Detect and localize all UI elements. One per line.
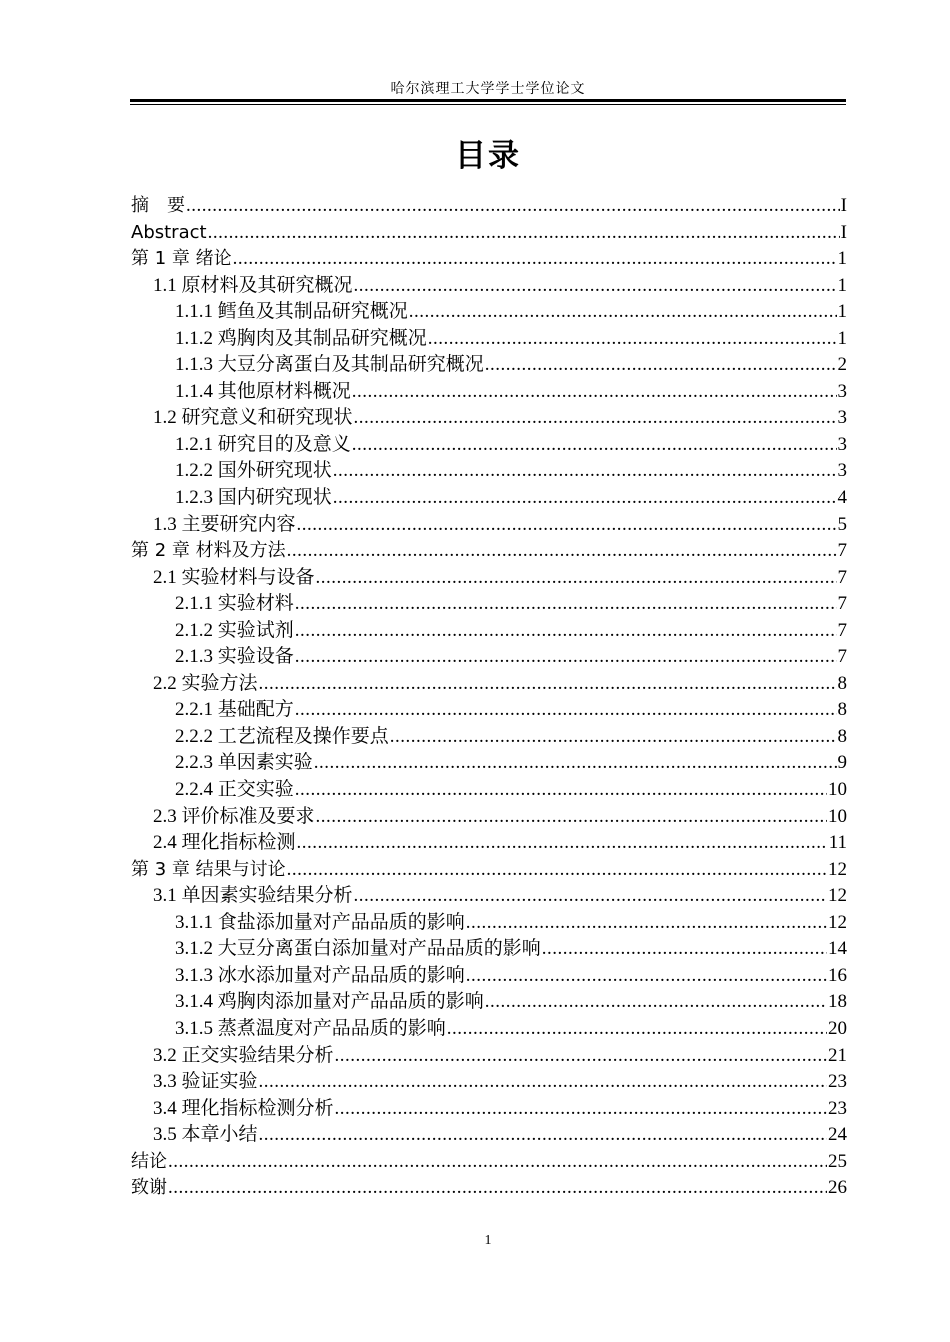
toc-entry-label: 1.1.4 其他原材料概况 bbox=[175, 380, 351, 402]
toc-entry[interactable] bbox=[131, 591, 847, 618]
toc-entry-label: 2.4 理化指标检测 bbox=[153, 832, 296, 854]
toc-leader-dots bbox=[390, 724, 837, 751]
toc-entry-page: 23 bbox=[828, 1071, 847, 1093]
toc-entry[interactable] bbox=[131, 458, 847, 485]
toc-entry-label: 3.4 理化指标检测分析 bbox=[153, 1097, 334, 1119]
toc-entry-page: 24 bbox=[828, 1124, 847, 1146]
toc-entry[interactable] bbox=[131, 485, 847, 512]
toc-entry[interactable] bbox=[131, 883, 847, 910]
toc-entry-label: 1.2 研究意义和研究现状 bbox=[153, 407, 353, 429]
toc-leader-dots bbox=[259, 1122, 827, 1149]
toc-entry[interactable] bbox=[131, 963, 847, 990]
toc-leader-dots bbox=[316, 565, 837, 592]
toc-entry-page: 2 bbox=[837, 354, 847, 376]
toc-entry-page: 8 bbox=[837, 725, 847, 747]
toc-entry-page: 3 bbox=[837, 380, 847, 402]
toc-entry[interactable] bbox=[131, 1043, 847, 1070]
page-title: 目录 bbox=[455, 138, 521, 174]
toc-entry-page: 25 bbox=[828, 1150, 847, 1172]
header-rule-thick bbox=[130, 99, 846, 102]
toc-leader-dots bbox=[354, 273, 837, 300]
toc-entry-page: 23 bbox=[828, 1097, 847, 1119]
toc-entry[interactable] bbox=[131, 804, 847, 831]
toc-leader-dots bbox=[354, 405, 837, 432]
toc-entry-page: 12 bbox=[828, 911, 847, 933]
toc-entry-page: 3 bbox=[837, 433, 847, 455]
toc-entry-page: I bbox=[840, 195, 847, 216]
toc-entry-page: 26 bbox=[828, 1177, 847, 1199]
toc-entry-label: 第 1 章 绪论 bbox=[131, 248, 232, 270]
toc-entry[interactable] bbox=[131, 220, 847, 247]
toc-entry-page: 4 bbox=[837, 487, 847, 509]
toc-entry-page: 8 bbox=[837, 699, 847, 721]
toc-leader-dots bbox=[428, 326, 837, 353]
toc-entry[interactable] bbox=[131, 936, 847, 963]
toc-leader-dots bbox=[333, 485, 837, 512]
toc-leader-dots bbox=[168, 1149, 827, 1176]
toc-leader-dots bbox=[259, 1069, 827, 1096]
toc-leader-dots bbox=[295, 777, 827, 804]
toc-entry-label: 3.1.4 鸡胸肉添加量对产品品质的影响 bbox=[175, 991, 484, 1013]
toc-entry-page: 7 bbox=[837, 646, 847, 668]
toc-entry-label: 3.1.5 蒸煮温度对产品品质的影响 bbox=[175, 1017, 446, 1039]
page-number: 1 bbox=[484, 1233, 492, 1248]
toc-entry-label: 2.2.2 工艺流程及操作要点 bbox=[175, 725, 389, 747]
toc-leader-dots bbox=[287, 538, 837, 565]
toc-leader-dots bbox=[485, 989, 827, 1016]
toc-entry-label: Abstract bbox=[131, 221, 207, 243]
toc-entry-label: 3.5 本章小结 bbox=[153, 1124, 258, 1146]
toc-entry[interactable] bbox=[131, 1016, 847, 1043]
toc-entry-label: 3.1.3 冰水添加量对产品品质的影响 bbox=[175, 964, 465, 986]
toc-entry-label: 结论 bbox=[131, 1150, 167, 1172]
toc-entry-label: 1.1.3 大豆分离蛋白及其制品研究概况 bbox=[175, 354, 484, 376]
toc-entry[interactable] bbox=[131, 857, 847, 884]
toc-entry-label: 致谢 bbox=[131, 1177, 167, 1199]
toc-entry[interactable] bbox=[131, 618, 847, 645]
toc-leader-dots bbox=[485, 352, 837, 379]
toc-entry[interactable] bbox=[131, 1149, 847, 1176]
toc-leader-dots bbox=[354, 883, 827, 910]
toc-entry[interactable] bbox=[131, 246, 847, 273]
toc-leader-dots bbox=[466, 910, 827, 937]
toc-leader-dots bbox=[259, 671, 837, 698]
toc-leader-dots bbox=[295, 644, 837, 671]
toc-entry-page: 1 bbox=[837, 248, 847, 270]
toc-entry-page: 7 bbox=[837, 566, 847, 588]
toc-leader-dots bbox=[335, 1043, 827, 1070]
toc-entry-page: 7 bbox=[837, 540, 847, 562]
toc-leader-dots bbox=[409, 299, 837, 326]
toc-entry-label: 2.1.1 实验材料 bbox=[175, 593, 294, 615]
toc-leader-dots bbox=[287, 857, 827, 884]
toc-entry-page: 9 bbox=[837, 752, 847, 774]
toc-entry[interactable] bbox=[131, 352, 847, 379]
toc-entry-label: 3.1.2 大豆分离蛋白添加量对产品品质的影响 bbox=[175, 938, 541, 960]
toc-entry[interactable] bbox=[131, 512, 847, 539]
toc-entry[interactable] bbox=[131, 671, 847, 698]
toc-leader-dots bbox=[208, 220, 840, 247]
toc-entry-label: 3.1 单因素实验结果分析 bbox=[153, 885, 353, 907]
toc-leader-dots bbox=[333, 458, 837, 485]
toc-entry-page: 11 bbox=[828, 832, 847, 854]
toc-entry-label: 2.1.3 实验设备 bbox=[175, 646, 294, 668]
toc-entry-page: 1 bbox=[837, 274, 847, 296]
toc-entry-page: 3 bbox=[837, 407, 847, 429]
table-of-contents bbox=[131, 193, 847, 1202]
toc-entry-label: 3.2 正交实验结果分析 bbox=[153, 1044, 334, 1066]
toc-entry-page: 3 bbox=[837, 460, 847, 482]
toc-entry[interactable] bbox=[131, 538, 847, 565]
toc-entry-label: 3.1.1 食盐添加量对产品品质的影响 bbox=[175, 911, 465, 933]
toc-entry-label: 1.1 原材料及其研究概况 bbox=[153, 274, 353, 296]
toc-entry[interactable] bbox=[131, 1122, 847, 1149]
toc-entry-page: 7 bbox=[837, 593, 847, 615]
toc-leader-dots bbox=[186, 193, 840, 220]
toc-entry-label: 1.3 主要研究内容 bbox=[153, 513, 296, 535]
toc-leader-dots bbox=[295, 618, 837, 645]
header-rule-thin bbox=[130, 104, 846, 105]
toc-leader-dots bbox=[352, 379, 837, 406]
toc-entry[interactable] bbox=[131, 830, 847, 857]
toc-entry-page: 1 bbox=[837, 301, 847, 323]
toc-leader-dots bbox=[542, 936, 827, 963]
toc-entry-page: I bbox=[840, 221, 847, 243]
toc-entry[interactable] bbox=[131, 432, 847, 459]
toc-entry-page: 16 bbox=[828, 964, 847, 986]
toc-entry-page: 5 bbox=[837, 513, 847, 535]
toc-leader-dots bbox=[314, 750, 837, 777]
toc-leader-dots bbox=[295, 697, 837, 724]
toc-entry[interactable] bbox=[131, 326, 847, 353]
toc-entry-page: 1 bbox=[837, 327, 847, 349]
toc-leader-dots bbox=[335, 1096, 827, 1123]
toc-entry-page: 12 bbox=[828, 858, 847, 880]
toc-entry-label: 3.3 验证实验 bbox=[153, 1071, 258, 1093]
toc-entry-page: 10 bbox=[828, 805, 847, 827]
toc-entry[interactable] bbox=[131, 1069, 847, 1096]
toc-entry-label: 1.2.2 国外研究现状 bbox=[175, 460, 332, 482]
toc-leader-dots bbox=[297, 830, 828, 857]
toc-entry[interactable] bbox=[131, 910, 847, 937]
toc-entry-page: 21 bbox=[828, 1044, 847, 1066]
toc-leader-dots bbox=[233, 246, 837, 273]
toc-entry-label: 1.1.2 鸡胸肉及其制品研究概况 bbox=[175, 327, 427, 349]
toc-leader-dots bbox=[352, 432, 837, 459]
toc-entry-page: 14 bbox=[828, 938, 847, 960]
toc-entry-label: 第 2 章 材料及方法 bbox=[131, 540, 286, 562]
toc-leader-dots bbox=[316, 804, 827, 831]
toc-entry-label: 2.2 实验方法 bbox=[153, 672, 258, 694]
toc-entry-label: 2.1.2 实验试剂 bbox=[175, 619, 294, 641]
toc-entry-page: 8 bbox=[837, 672, 847, 694]
toc-entry-page: 12 bbox=[828, 885, 847, 907]
toc-entry-page: 7 bbox=[837, 619, 847, 641]
toc-leader-dots bbox=[447, 1016, 827, 1043]
toc-leader-dots bbox=[295, 591, 837, 618]
toc-entry[interactable] bbox=[131, 989, 847, 1016]
toc-entry-label: 2.2.1 基础配方 bbox=[175, 699, 294, 721]
toc-entry[interactable] bbox=[131, 193, 847, 220]
toc-entry-label: 1.1.1 鳕鱼及其制品研究概况 bbox=[175, 301, 408, 323]
toc-entry[interactable] bbox=[131, 379, 847, 406]
toc-leader-dots bbox=[297, 512, 837, 539]
toc-entry[interactable] bbox=[131, 273, 847, 300]
running-header: 哈尔滨理工大学学士学位论文 bbox=[390, 82, 586, 97]
toc-entry-label: 2.2.4 正交实验 bbox=[175, 779, 294, 801]
toc-entry[interactable] bbox=[131, 1175, 847, 1202]
toc-entry[interactable] bbox=[131, 299, 847, 326]
toc-entry[interactable] bbox=[131, 644, 847, 671]
toc-entry[interactable] bbox=[131, 724, 847, 751]
toc-entry-label: 2.1 实验材料与设备 bbox=[153, 566, 315, 588]
toc-entry-page: 18 bbox=[828, 991, 847, 1013]
toc-entry-label: 摘 要 bbox=[131, 195, 185, 216]
toc-entry-label: 2.2.3 单因素实验 bbox=[175, 752, 313, 774]
toc-entry[interactable] bbox=[131, 1096, 847, 1123]
toc-entry-page: 10 bbox=[828, 779, 847, 801]
toc-entry[interactable] bbox=[131, 405, 847, 432]
toc-entry[interactable] bbox=[131, 777, 847, 804]
toc-entry-label: 第 3 章 结果与讨论 bbox=[131, 858, 286, 880]
toc-entry-label: 1.2.3 国内研究现状 bbox=[175, 487, 332, 509]
toc-entry[interactable] bbox=[131, 750, 847, 777]
toc-entry-page: 20 bbox=[828, 1017, 847, 1039]
toc-entry-label: 1.2.1 研究目的及意义 bbox=[175, 433, 351, 455]
toc-entry[interactable] bbox=[131, 565, 847, 592]
toc-leader-dots bbox=[168, 1175, 827, 1202]
toc-entry[interactable] bbox=[131, 697, 847, 724]
toc-leader-dots bbox=[466, 963, 827, 990]
toc-entry-label: 2.3 评价标准及要求 bbox=[153, 805, 315, 827]
